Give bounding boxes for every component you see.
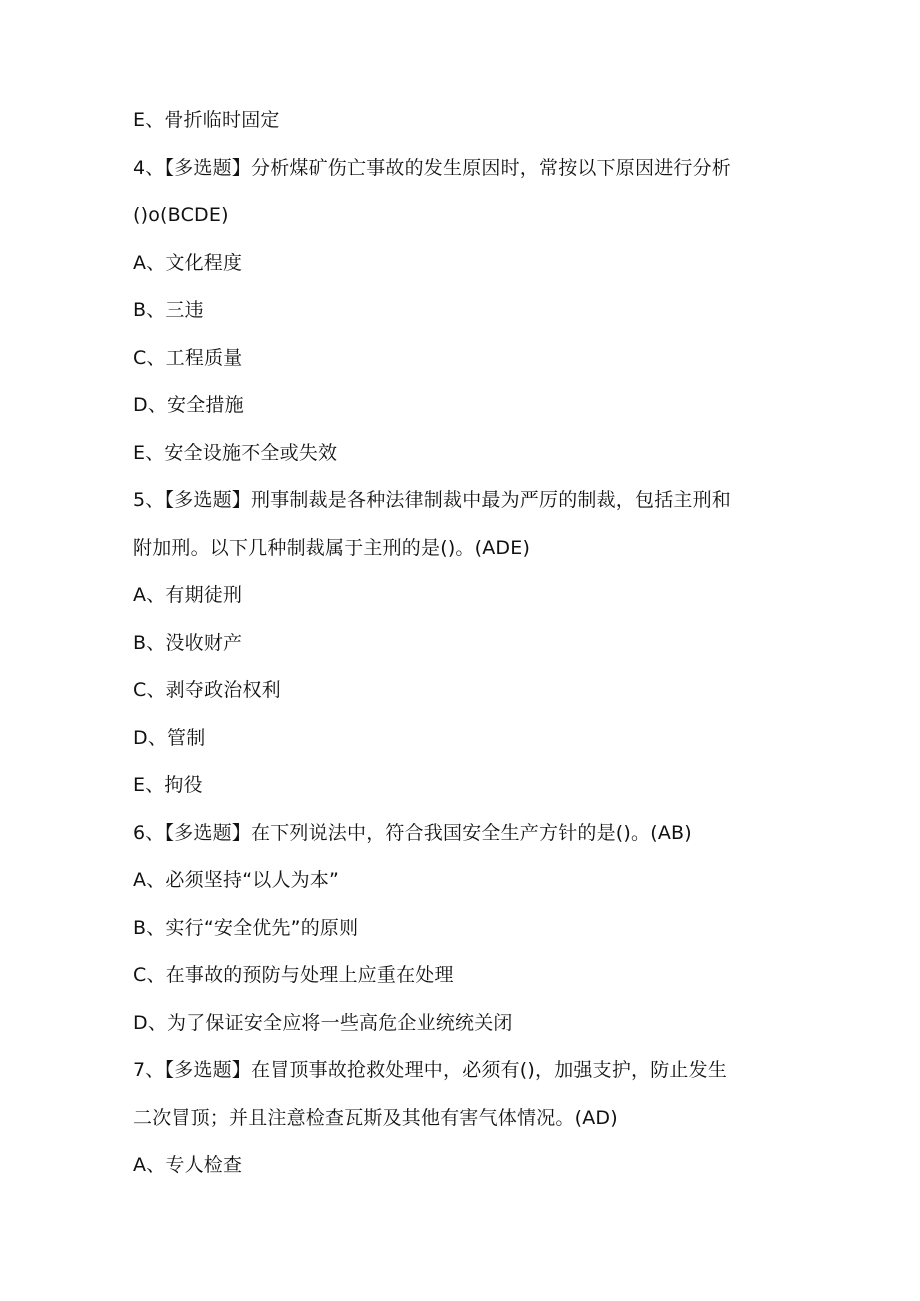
option-line: E、骨折临时固定	[133, 109, 280, 131]
question-line: 附加刑。以下几种制裁属于主刑的是()。(ADE)	[133, 536, 531, 559]
option-line: A、有期徒刑	[133, 584, 243, 606]
document-page	[133, 97, 793, 1190]
option-line: B、实行“安全优先”的原则	[133, 916, 359, 939]
option-line: D、安全措施	[133, 394, 244, 416]
option-line: C、剥夺政治权利	[133, 679, 281, 701]
option-line: A、文化程度	[133, 251, 243, 274]
question-line: ()o(BCDE)	[133, 204, 229, 226]
option-line: B、没收财产	[133, 631, 243, 654]
question-line: 二次冒顶；并且注意检查瓦斯及其他有害气体情况。(AD)	[133, 1106, 618, 1129]
option-line: E、安全设施不全或失效	[133, 441, 338, 464]
question-line: 6、【多选题】在下列说法中，符合我国安全生产方针的是()。(AB)	[133, 821, 692, 844]
question-line: 7、【多选题】在冒顶事故抢救处理中，必须有()，加强支护，防止发生	[133, 1059, 728, 1081]
option-line: C、工程质量	[133, 346, 243, 369]
option-line: C、在事故的预防与处理上应重在处理	[133, 964, 454, 986]
option-line: D、管制	[133, 726, 206, 749]
option-line: A、必须坚持“以人为本”	[133, 869, 340, 891]
question-line: 4、【多选题】分析煤矿伤亡事故的发生原因时，常按以下原因进行分析	[133, 156, 731, 179]
option-line: A、专人检查	[133, 1154, 243, 1176]
option-line: D、为了保证安全应将一些高危企业统统关闭	[133, 1011, 513, 1034]
option-line: E、拘役	[133, 774, 203, 796]
question-line: 5、【多选题】刑事制裁是各种法律制裁中最为严厉的制裁，包括主刑和	[133, 489, 731, 511]
option-line: B、三违	[133, 299, 204, 321]
